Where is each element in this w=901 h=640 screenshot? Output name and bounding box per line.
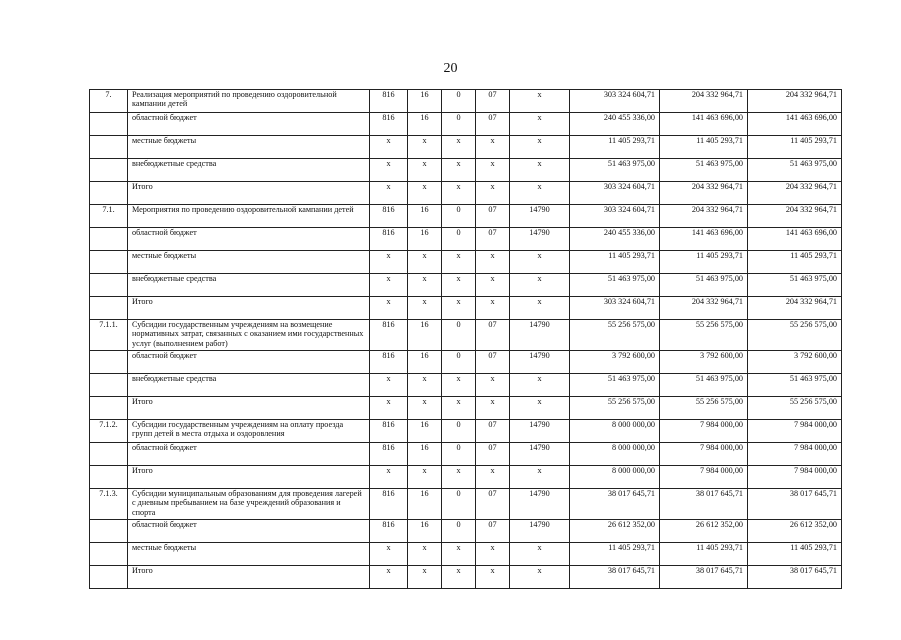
row-number bbox=[90, 113, 128, 136]
code-cell: 816 bbox=[370, 351, 408, 374]
code-cell: х bbox=[442, 566, 476, 589]
code-cell: х bbox=[370, 543, 408, 566]
row-name: областной бюджет bbox=[128, 113, 370, 136]
table-row bbox=[90, 113, 842, 136]
amount-cell: 11 405 293,71 bbox=[660, 136, 748, 159]
amount-cell: 7 984 000,00 bbox=[748, 420, 842, 443]
table-row bbox=[90, 228, 842, 251]
code-cell: х bbox=[442, 397, 476, 420]
row-name: Мероприятия по проведению оздоровительной кампании детей bbox=[128, 205, 370, 228]
amount-cell: 26 612 352,00 bbox=[570, 520, 660, 543]
code-cell: 816 bbox=[370, 205, 408, 228]
row-number: 7.1. bbox=[90, 205, 128, 228]
amount-cell: 55 256 575,00 bbox=[570, 397, 660, 420]
code-cell: х bbox=[370, 374, 408, 397]
code-cell: 816 bbox=[370, 489, 408, 520]
amount-cell: 11 405 293,71 bbox=[748, 543, 842, 566]
table-row bbox=[90, 297, 842, 320]
amount-cell: 55 256 575,00 bbox=[660, 320, 748, 351]
row-name: местные бюджеты bbox=[128, 543, 370, 566]
row-number bbox=[90, 251, 128, 274]
code-cell: х bbox=[476, 136, 510, 159]
code-cell: х bbox=[370, 136, 408, 159]
code-cell: х bbox=[476, 374, 510, 397]
code-cell: х bbox=[510, 297, 570, 320]
amount-cell: 38 017 645,71 bbox=[660, 489, 748, 520]
code-cell: 07 bbox=[476, 420, 510, 443]
code-cell: х bbox=[442, 466, 476, 489]
code-cell: х bbox=[510, 251, 570, 274]
code-cell: х bbox=[370, 297, 408, 320]
code-cell: 16 bbox=[408, 228, 442, 251]
amount-cell: 204 332 964,71 bbox=[660, 297, 748, 320]
amount-cell: 11 405 293,71 bbox=[570, 251, 660, 274]
code-cell: х bbox=[408, 136, 442, 159]
code-cell: 0 bbox=[442, 420, 476, 443]
row-number bbox=[90, 520, 128, 543]
code-cell: 816 bbox=[370, 420, 408, 443]
code-cell: х bbox=[442, 182, 476, 205]
code-cell: х bbox=[476, 543, 510, 566]
code-cell: х bbox=[442, 297, 476, 320]
amount-cell: 240 455 336,00 bbox=[570, 113, 660, 136]
amount-cell: 204 332 964,71 bbox=[660, 205, 748, 228]
amount-cell: 38 017 645,71 bbox=[570, 566, 660, 589]
table-row bbox=[90, 543, 842, 566]
code-cell: х bbox=[510, 374, 570, 397]
code-cell: 16 bbox=[408, 205, 442, 228]
row-number bbox=[90, 397, 128, 420]
code-cell: 14790 bbox=[510, 320, 570, 351]
amount-cell: 51 463 975,00 bbox=[660, 374, 748, 397]
amount-cell: 11 405 293,71 bbox=[660, 543, 748, 566]
code-cell: 07 bbox=[476, 228, 510, 251]
code-cell: 16 bbox=[408, 489, 442, 520]
code-cell: 14790 bbox=[510, 443, 570, 466]
amount-cell: 51 463 975,00 bbox=[660, 274, 748, 297]
amount-cell: 7 984 000,00 bbox=[748, 443, 842, 466]
code-cell: 0 bbox=[442, 320, 476, 351]
code-cell: 0 bbox=[442, 443, 476, 466]
table-row bbox=[90, 520, 842, 543]
row-number: 7.1.2. bbox=[90, 420, 128, 443]
amount-cell: 26 612 352,00 bbox=[748, 520, 842, 543]
code-cell: 816 bbox=[370, 320, 408, 351]
row-name: Итого bbox=[128, 466, 370, 489]
row-name: Итого bbox=[128, 297, 370, 320]
amount-cell: 8 000 000,00 bbox=[570, 466, 660, 489]
row-name: Субсидии государственным учреждениям на оплату проезда групп детей в места отдыха и оздоровления bbox=[128, 420, 370, 443]
code-cell: х bbox=[510, 566, 570, 589]
code-cell: 14790 bbox=[510, 228, 570, 251]
code-cell: х bbox=[408, 274, 442, 297]
code-cell: х bbox=[370, 466, 408, 489]
code-cell: х bbox=[442, 274, 476, 297]
code-cell: 16 bbox=[408, 520, 442, 543]
row-number bbox=[90, 443, 128, 466]
amount-cell: 141 463 696,00 bbox=[660, 228, 748, 251]
code-cell: х bbox=[442, 136, 476, 159]
code-cell: 07 bbox=[476, 351, 510, 374]
code-cell: х bbox=[510, 466, 570, 489]
code-cell: 0 bbox=[442, 113, 476, 136]
row-name: Реализация мероприятий по проведению оздоровительной кампании детей bbox=[128, 90, 370, 113]
amount-cell: 51 463 975,00 bbox=[748, 374, 842, 397]
code-cell: 816 bbox=[370, 443, 408, 466]
code-cell: 07 bbox=[476, 90, 510, 113]
code-cell: х bbox=[442, 251, 476, 274]
code-cell: 14790 bbox=[510, 520, 570, 543]
code-cell: 14790 bbox=[510, 351, 570, 374]
code-cell: 16 bbox=[408, 320, 442, 351]
amount-cell: 55 256 575,00 bbox=[660, 397, 748, 420]
row-number: 7.1.1. bbox=[90, 320, 128, 351]
table-row bbox=[90, 182, 842, 205]
amount-cell: 11 405 293,71 bbox=[748, 251, 842, 274]
code-cell: 0 bbox=[442, 489, 476, 520]
code-cell: 16 bbox=[408, 420, 442, 443]
amount-cell: 11 405 293,71 bbox=[660, 251, 748, 274]
code-cell: 14790 bbox=[510, 420, 570, 443]
code-cell: х bbox=[510, 159, 570, 182]
code-cell: 07 bbox=[476, 443, 510, 466]
page-number: 20 bbox=[443, 61, 458, 76]
amount-cell: 51 463 975,00 bbox=[570, 374, 660, 397]
amount-cell: 51 463 975,00 bbox=[570, 274, 660, 297]
code-cell: х bbox=[510, 397, 570, 420]
amount-cell: 204 332 964,71 bbox=[660, 182, 748, 205]
code-cell: 816 bbox=[370, 228, 408, 251]
row-name: Субсидии муниципальным образованиям для проведения лагерей с дневным пребыванием на базе учреждений образования и спорта bbox=[128, 489, 370, 520]
table-row bbox=[90, 274, 842, 297]
code-cell: х bbox=[510, 90, 570, 113]
code-cell: 07 bbox=[476, 320, 510, 351]
code-cell: х bbox=[370, 159, 408, 182]
amount-cell: 8 000 000,00 bbox=[570, 443, 660, 466]
code-cell: х bbox=[510, 543, 570, 566]
amount-cell: 38 017 645,71 bbox=[748, 566, 842, 589]
amount-cell: 3 792 600,00 bbox=[570, 351, 660, 374]
code-cell: 07 bbox=[476, 520, 510, 543]
code-cell: х bbox=[510, 182, 570, 205]
table-row bbox=[90, 136, 842, 159]
code-cell: х bbox=[408, 297, 442, 320]
amount-cell: 26 612 352,00 bbox=[660, 520, 748, 543]
table-row bbox=[90, 489, 842, 520]
amount-cell: 51 463 975,00 bbox=[660, 159, 748, 182]
row-number bbox=[90, 182, 128, 205]
code-cell: х bbox=[408, 374, 442, 397]
table-row bbox=[90, 466, 842, 489]
amount-cell: 303 324 604,71 bbox=[570, 205, 660, 228]
code-cell: х bbox=[408, 397, 442, 420]
row-number: 7.1.3. bbox=[90, 489, 128, 520]
code-cell: 07 bbox=[476, 113, 510, 136]
table-row bbox=[90, 351, 842, 374]
row-name: Итого bbox=[128, 397, 370, 420]
amount-cell: 55 256 575,00 bbox=[570, 320, 660, 351]
code-cell: х bbox=[476, 182, 510, 205]
code-cell: 0 bbox=[442, 520, 476, 543]
row-number bbox=[90, 274, 128, 297]
row-number bbox=[90, 159, 128, 182]
table-row bbox=[90, 397, 842, 420]
row-number bbox=[90, 543, 128, 566]
amount-cell: 204 332 964,71 bbox=[748, 182, 842, 205]
amount-cell: 303 324 604,71 bbox=[570, 182, 660, 205]
row-number: 7. bbox=[90, 90, 128, 113]
amount-cell: 204 332 964,71 bbox=[748, 297, 842, 320]
table-row bbox=[90, 205, 842, 228]
code-cell: х bbox=[476, 466, 510, 489]
table-row bbox=[90, 320, 842, 351]
code-cell: х bbox=[408, 466, 442, 489]
code-cell: х bbox=[476, 251, 510, 274]
code-cell: х bbox=[510, 136, 570, 159]
amount-cell: 11 405 293,71 bbox=[748, 136, 842, 159]
amount-cell: 141 463 696,00 bbox=[748, 228, 842, 251]
amount-cell: 7 984 000,00 bbox=[660, 466, 748, 489]
code-cell: х bbox=[476, 566, 510, 589]
amount-cell: 55 256 575,00 bbox=[748, 397, 842, 420]
code-cell: х bbox=[408, 182, 442, 205]
budget-table bbox=[89, 89, 842, 589]
row-name: областной бюджет bbox=[128, 228, 370, 251]
table-row bbox=[90, 566, 842, 589]
amount-cell: 51 463 975,00 bbox=[748, 274, 842, 297]
amount-cell: 51 463 975,00 bbox=[748, 159, 842, 182]
code-cell: х bbox=[408, 251, 442, 274]
amount-cell: 8 000 000,00 bbox=[570, 420, 660, 443]
code-cell: х bbox=[408, 543, 442, 566]
code-cell: 07 bbox=[476, 489, 510, 520]
row-number bbox=[90, 297, 128, 320]
row-name: внебюджетные средства bbox=[128, 159, 370, 182]
code-cell: х bbox=[442, 159, 476, 182]
code-cell: 816 bbox=[370, 90, 408, 113]
amount-cell: 38 017 645,71 bbox=[570, 489, 660, 520]
row-name: Субсидии государственным учреждениям на возмещение нормативных затрат, связанных с оказанием ими государственных услуг (выполнением работ) bbox=[128, 320, 370, 351]
row-name: областной бюджет bbox=[128, 443, 370, 466]
code-cell: 0 bbox=[442, 90, 476, 113]
code-cell: х bbox=[408, 566, 442, 589]
amount-cell: 38 017 645,71 bbox=[660, 566, 748, 589]
table-row bbox=[90, 374, 842, 397]
code-cell: 816 bbox=[370, 520, 408, 543]
amount-cell: 7 984 000,00 bbox=[748, 466, 842, 489]
code-cell: 07 bbox=[476, 205, 510, 228]
code-cell: 16 bbox=[408, 90, 442, 113]
amount-cell: 7 984 000,00 bbox=[660, 443, 748, 466]
row-name: областной бюджет bbox=[128, 351, 370, 374]
code-cell: 816 bbox=[370, 113, 408, 136]
code-cell: х bbox=[476, 297, 510, 320]
row-name: местные бюджеты bbox=[128, 251, 370, 274]
code-cell: х bbox=[476, 274, 510, 297]
row-name: Итого bbox=[128, 182, 370, 205]
amount-cell: 3 792 600,00 bbox=[660, 351, 748, 374]
row-name: внебюджетные средства bbox=[128, 374, 370, 397]
amount-cell: 141 463 696,00 bbox=[660, 113, 748, 136]
code-cell: х bbox=[370, 397, 408, 420]
table-row bbox=[90, 159, 842, 182]
amount-cell: 303 324 604,71 bbox=[570, 90, 660, 113]
code-cell: 14790 bbox=[510, 489, 570, 520]
code-cell: 14790 bbox=[510, 205, 570, 228]
row-name: Итого bbox=[128, 566, 370, 589]
code-cell: х bbox=[510, 113, 570, 136]
table-row bbox=[90, 90, 842, 113]
amount-cell: 204 332 964,71 bbox=[748, 205, 842, 228]
row-number bbox=[90, 566, 128, 589]
amount-cell: 51 463 975,00 bbox=[570, 159, 660, 182]
row-name: областной бюджет bbox=[128, 520, 370, 543]
code-cell: х bbox=[476, 397, 510, 420]
amount-cell: 3 792 600,00 bbox=[748, 351, 842, 374]
row-number bbox=[90, 136, 128, 159]
amount-cell: 55 256 575,00 bbox=[748, 320, 842, 351]
code-cell: х bbox=[370, 274, 408, 297]
code-cell: 16 bbox=[408, 113, 442, 136]
code-cell: х bbox=[370, 182, 408, 205]
code-cell: х bbox=[370, 566, 408, 589]
row-number bbox=[90, 228, 128, 251]
table-row bbox=[90, 420, 842, 443]
code-cell: 0 bbox=[442, 205, 476, 228]
amount-cell: 38 017 645,71 bbox=[748, 489, 842, 520]
code-cell: 16 bbox=[408, 351, 442, 374]
amount-cell: 11 405 293,71 bbox=[570, 136, 660, 159]
code-cell: 0 bbox=[442, 228, 476, 251]
code-cell: х bbox=[442, 374, 476, 397]
row-number bbox=[90, 374, 128, 397]
row-name: местные бюджеты bbox=[128, 136, 370, 159]
row-name: внебюджетные средства bbox=[128, 274, 370, 297]
amount-cell: 7 984 000,00 bbox=[660, 420, 748, 443]
amount-cell: 240 455 336,00 bbox=[570, 228, 660, 251]
code-cell: х bbox=[442, 543, 476, 566]
table-row bbox=[90, 251, 842, 274]
code-cell: 0 bbox=[442, 351, 476, 374]
code-cell: х bbox=[408, 159, 442, 182]
table-row bbox=[90, 443, 842, 466]
amount-cell: 303 324 604,71 bbox=[570, 297, 660, 320]
row-number bbox=[90, 466, 128, 489]
amount-cell: 11 405 293,71 bbox=[570, 543, 660, 566]
row-number bbox=[90, 351, 128, 374]
code-cell: х bbox=[476, 159, 510, 182]
amount-cell: 204 332 964,71 bbox=[748, 90, 842, 113]
code-cell: х bbox=[510, 274, 570, 297]
code-cell: х bbox=[370, 251, 408, 274]
amount-cell: 141 463 696,00 bbox=[748, 113, 842, 136]
amount-cell: 204 332 964,71 bbox=[660, 90, 748, 113]
code-cell: 16 bbox=[408, 443, 442, 466]
